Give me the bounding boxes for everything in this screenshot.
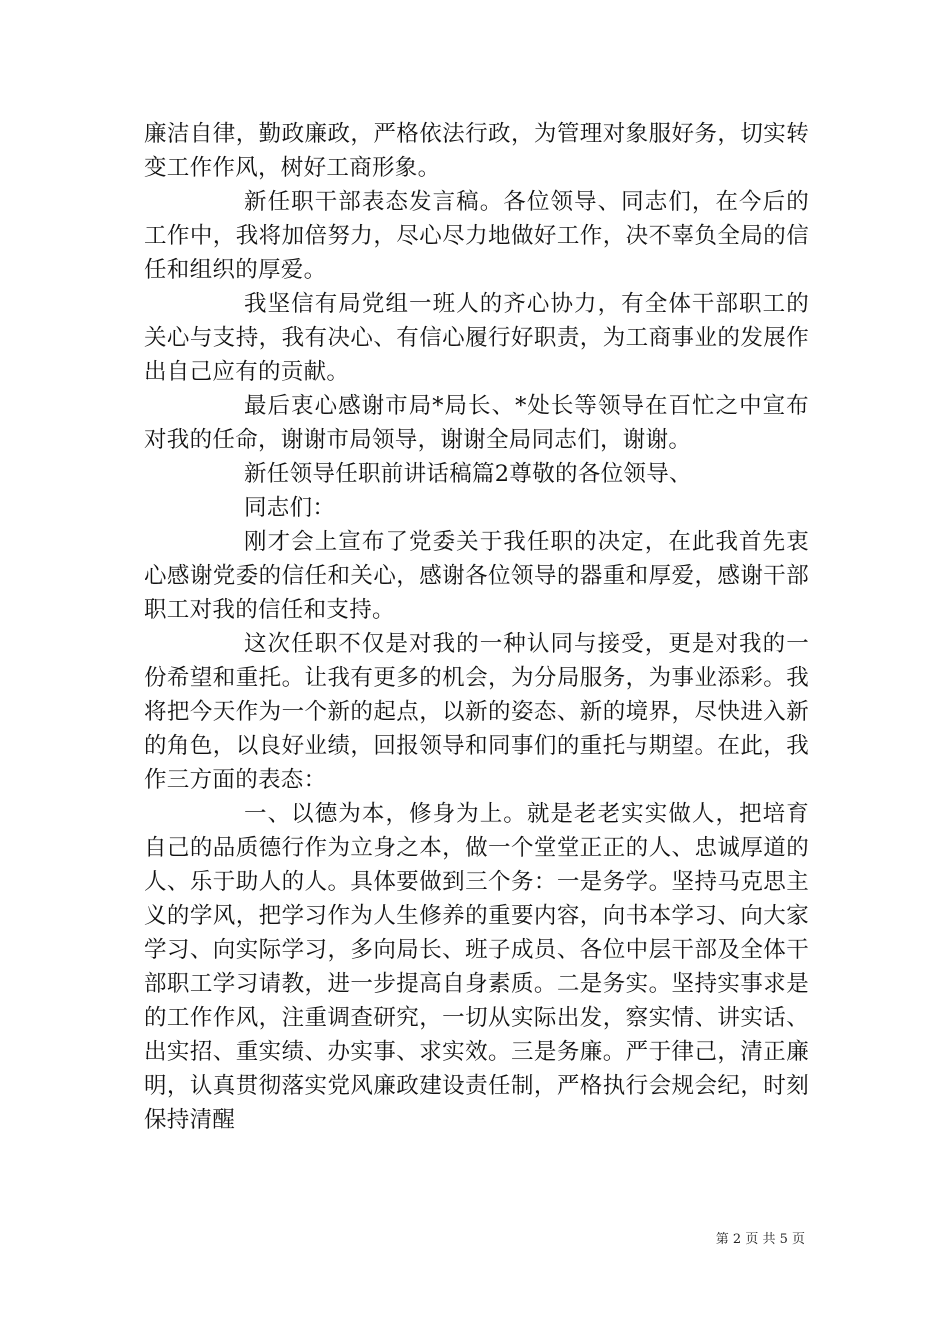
paragraph: 最后衷心感谢市局*局长、*处长等领导在百忙之中宣布对我的任命，谢谢市局领导，谢谢全局同志们，谢谢。 <box>144 393 809 453</box>
paragraph: 一、以德为本，修身为上。就是老老实实做人，把培育自己的品质德行作为立身之本，做一个堂堂正正的人、忠诚厚道的人、乐于助人的人。具体要做到三个务：一是务学。坚持马克思主义的学风，把学习作为人生修养的重要内容，向书本学习、向大家学习、向实际学习，多向局长、班子成员、各位中层干部及全体干部职工学习请教，进一步提高自身素质。二是务实。坚持实事求是的工作作风，注重调查研究，一切从实际出发，察实情、讲实话、出实招、重实绩、办实事、求实效。三是务廉。严于律己，清正廉明，认真贯彻落实党风廉政建设责任制，严格执行会规会纪，时刻保持清醒 <box>144 801 809 1133</box>
paragraph: 新任领导任职前讲话稿篇2尊敬的各位领导、 <box>244 461 692 487</box>
paragraph: 我坚信有局党组一班人的齐心协力，有全体干部职工的关心与支持，我有决心、有信心履行好职责，为工商事业的发展作出自己应有的贡献。 <box>144 291 809 385</box>
paragraph: 同志们： <box>244 495 336 521</box>
page-number: 第 2 页 共 5 页 <box>715 1232 805 1247</box>
paragraph: 这次任职不仅是对我的一种认同与接受，更是对我的一份希望和重托。让我有更多的机会，为分局服务，为事业添彩。我将把今天作为一个新的起点，以新的姿态、新的境界，尽快进入新的角色，以良好业绩，回报领导和同事们的重托与期望。在此，我作三方面的表态： <box>144 631 809 793</box>
document-body <box>144 117 809 1137</box>
paragraph: 廉洁自律，勤政廉政，严格依法行政，为管理对象服好务，切实转变工作作风，树好工商形象。 <box>144 121 809 181</box>
paragraph: 新任职干部表态发言稿。各位领导、同志们，在今后的工作中，我将加倍努力，尽心尽力地做好工作，决不辜负全局的信任和组织的厚爱。 <box>144 189 809 283</box>
paragraph: 刚才会上宣布了党委关于我任职的决定，在此我首先衷心感谢党委的信任和关心，感谢各位领导的器重和厚爱，感谢干部职工对我的信任和支持。 <box>144 529 809 623</box>
